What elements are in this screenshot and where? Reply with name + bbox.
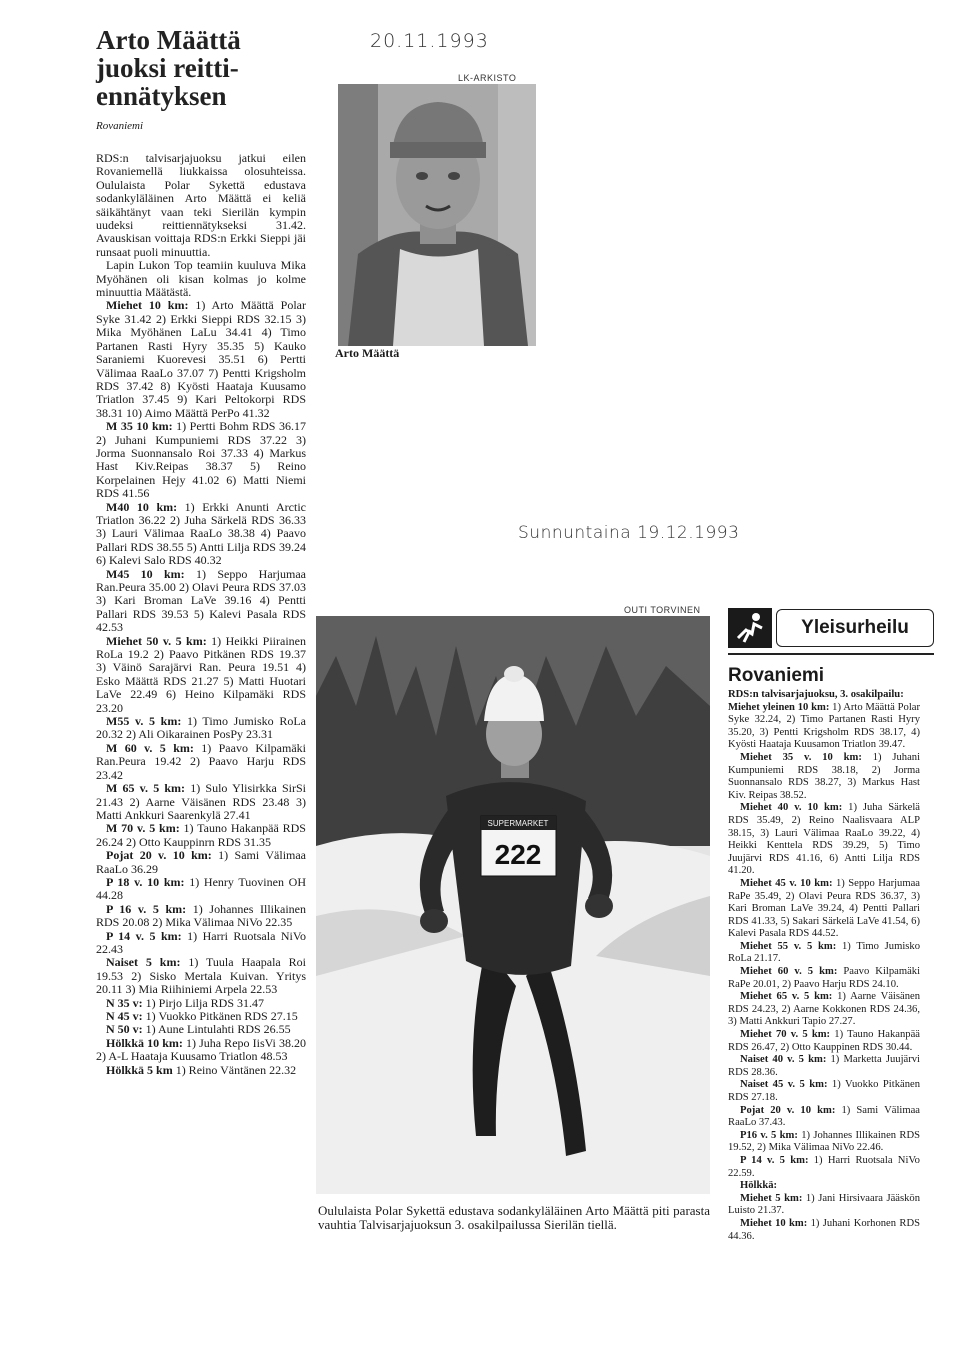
result-paragraph [96, 501, 306, 568]
result-text: 1) Juhani Korhonen RDS 44.36. [728, 1217, 920, 1242]
result-paragraph [728, 1054, 920, 1079]
article-paragraph: Lapin Lukon Top teamiin kuuluva Mika Myöhänen oli kisan kolmas jo kolme minuuttia Määtästä. [96, 258, 306, 300]
result-paragraph [728, 689, 920, 702]
clipping-date-top: 20.11.1993 [370, 30, 489, 52]
result-text: 1) Pertti Bohm RDS 36.17 2) Juhani Kumpuniemi RDS 37.22 3) Jorma Suonnansalo Roi 37.33 4) Markus Hast Kiv.Reipas 38.37 5) Reino Korpelainen Hejy 41.02 6) Matti Niemi RDS 41.56 [96, 419, 306, 501]
article-headline [96, 26, 306, 110]
result-category: N 35 v: [106, 995, 143, 1010]
result-category: Miehet 35 v. 10 km: [740, 751, 862, 763]
result-category: Miehet yleinen 10 km: [728, 701, 830, 713]
result-paragraph [96, 956, 306, 996]
result-paragraph [96, 997, 306, 1010]
article-column [96, 26, 306, 1077]
result-category: Naiset 5 km: [106, 955, 181, 970]
result-paragraph [96, 782, 306, 822]
result-text: 1) Seppo Harjumaa RaPe 35.49, 2) Olavi Peura RDS 36.37, 3) Kari Broman LaVe 39.24, 4) Pentti Pallari RDS 41.33, 5) Sakari Särkelä LaVe 41.54, 6) Kalevi Pasala RDS 44.52. [728, 877, 920, 940]
article-paragraph: RDS:n talvisarjajuoksu jatkui eilen Rovaniemellä liukkaissa olosuhteissa. Oululaista Polar Sykettä edustava sodankyläläinen Arto Määttä ei keliä säikähtänyt vaan teki Sierilän kympin uudeksi reittiennätykseksi 31.42. Avauskisan voittaja RDS:n Erkki Sieppi jäi runsaat puoli minuuttia. [96, 151, 306, 259]
result-category: P 14 v. 5 km: [740, 1154, 809, 1166]
result-category: Hölkkä: [740, 1180, 778, 1192]
result-paragraph [728, 991, 920, 1029]
result-category: Miehet 70 v. 5 km: [740, 1029, 831, 1041]
result-paragraph [728, 966, 920, 991]
result-category: M 60 v. 5 km: [106, 740, 194, 755]
result-paragraph [96, 849, 306, 876]
result-paragraph [728, 1105, 920, 1130]
result-category: M55 v. 5 km: [106, 714, 182, 729]
result-category: Pojat 20 v. 10 km: [740, 1104, 836, 1116]
result-text: 1) Jani Hirsivaara Jääskön Luisto 21.37. [728, 1192, 920, 1217]
result-paragraph [728, 1193, 920, 1218]
result-text: 1) Juha Särkelä RDS 35.49, 2) Reino Naalisvaara ALP 38.15, 3) Lauri Välimaa RaaLo 39.22, 4) Heikki Kenttela RDS 39.29, 5) Timo Juujärvi RDS 41.16, 6) Antti Lilja RDS 41.20. [728, 802, 920, 877]
result-text: 1) Juhani Kumpuniemi RDS 38.18, 2) Jorma Suonnansalo RDS 38.27, 3) Markus Hast Kiv. Reipas 38.52. [728, 751, 921, 801]
result-text: 1) Timo Jumisko RoLa 21.17. [728, 940, 920, 965]
result-text: 1) Marketta Juujärvi RDS 28.36. [728, 1054, 920, 1078]
result-paragraph [96, 1064, 306, 1077]
headline-line-1: Arto Määttä [96, 25, 241, 55]
section-title: Yleisurheilu [776, 609, 934, 647]
result-text: 1) Tuula Haapala Roi 19.53 2) Sisko Mertala Kuivan. Yritys 20.11 3) Mia Riihiniemi Arpela 22.53 [96, 955, 306, 997]
runner-photo-illustration [316, 616, 710, 1194]
result-text: 1) Paavo Kilpamäki Ran.Peura 19.42 2) Paavo Harju RDS 23.42 [96, 740, 306, 782]
result-text: 1) Reino Väntänen 22.32 [172, 1062, 297, 1077]
result-text: 1) Aune Lintulahti RDS 26.55 [142, 1022, 291, 1037]
result-text: 1) Juha Repo IisVi 38.20 2) A-L Haataja Kuusamo Triatlon 48.53 [96, 1035, 306, 1064]
result-category: Miehet 40 v. 10 km: [740, 802, 843, 814]
result-text: 1) Arto Määttä Polar Syke 31.42 2) Erkki Sieppi RDS 32.15 3) Mika Myöhänen LaLu 34.41 4) Timo Partanen Rasti Hyry 35.35 5) Kauko Saraniemi Kuorevesi 35.51 6) Pertti Välimaa RaaLo 37.07 7) Pentti Krigsholm RDS 37.42 8) Kyösti Haataja Kuusamo Triatlon 37.45 9) Kari Peltokorpi RDS 38.31 10) Aimo Määttä PerPo 41.32 [96, 298, 306, 420]
result-paragraph [728, 941, 920, 966]
result-text: 1) Tauno Hakanpää RDS 26.47, 2) Otto Kauppinen RDS 30.44. [728, 1029, 920, 1053]
results-column [728, 689, 920, 1243]
result-category: Hölkkä 10 km: [106, 1035, 183, 1050]
masthead-logo-row [728, 608, 934, 648]
result-paragraph [96, 1023, 306, 1036]
article-byline: Rovaniemi [96, 120, 144, 132]
result-text: 1) Pirjo Lilja RDS 31.47 [142, 995, 265, 1010]
result-paragraph [96, 715, 306, 742]
result-category: Miehet 10 km: [740, 1217, 808, 1229]
portrait-photo-illustration [338, 84, 536, 346]
result-category: N 45 v: [106, 1009, 143, 1023]
result-text: 1) Sulo Ylisirkka SirSi 21.43 2) Aarne Väisänen RDS 23.48 3) Matti Ankkuri Saarenkylä 27.41 [96, 781, 306, 822]
runner-caption: Oululaista Polar Sykettä edustava sodankyläläinen Arto Määttä piti parasta vauhtia Talvisarjajuoksun 3. osakilpailussa Sierilän tiellä. [318, 1203, 710, 1232]
result-paragraph [728, 1130, 920, 1155]
result-category: Miehet 50 v. 5 km: [106, 633, 207, 648]
result-category: M 35 10 km: [106, 419, 173, 434]
result-category: Pojat 20 v. 10 km: [106, 848, 212, 863]
bib-banner-text: SUPERMARKET [487, 819, 549, 828]
runner-photo [316, 616, 710, 1194]
result-paragraph [96, 903, 306, 930]
result-paragraph [96, 1037, 306, 1064]
result-category: M40 10 km: [106, 499, 178, 514]
runner-logo-svg [728, 608, 772, 648]
photo-credit-outi-torvinen: OUTI TORVINEN [624, 605, 701, 615]
result-category: M 65 v. 5 km: [106, 781, 186, 796]
result-text: 1) Erkki Anunti Arctic Triatlon 36.22 2) Juha Särkelä RDS 36.33 3) Lauri Välimaa RaaLo 38.38 4) Paavo Pallari RDS 38.55 5) Antti Lilja RDS 39.24 6) Kalevi Salo RDS 40.32 [96, 499, 306, 568]
result-text: Paavo Kilpamäki RaPe 20.01, 2) Paavo Harju RDS 24.10. [728, 966, 921, 990]
result-category: Miehet 45 v. 10 km: [740, 877, 833, 889]
runner-logo-icon [728, 608, 772, 648]
result-category: P16 v. 5 km: [740, 1129, 798, 1141]
result-text: 1) Timo Jumisko RoLa 20.32 2) Ali Oikarainen PosPy 23.31 [96, 714, 306, 742]
result-paragraph [96, 876, 306, 903]
result-paragraph [728, 802, 920, 878]
result-category: N 50 v: [106, 1022, 143, 1037]
result-text: 1) Seppo Harjumaa Ran.Peura 35.00 2) Olavi Peura RDS 37.03 3) Kari Broman LaVe 39.16 4) Pentti Pallari RDS 39.53 5) Kalevi Pasala RDS 42.53 [96, 566, 306, 635]
section-masthead [728, 608, 934, 687]
result-text: 1) Vuokko Pitkänen RDS 27.18. [728, 1079, 920, 1103]
article-body [96, 152, 306, 1077]
result-paragraph [728, 878, 920, 941]
result-text: 1) Johannes Illikainen RDS 20.08 2) Mika Välimaa NiVo 22.35 [96, 901, 306, 930]
result-category: RDS:n talvisarjajuoksu, 3. osakilpailu: [728, 689, 904, 700]
result-text: 1) Heikki Piirainen RoLa 19.2 2) Paavo Pitkänen RDS 19.37 3) Väinö Sarajärvi Ran. Peura 19.51 4) Esko Määttä RDS 21.27 5) Matti Huotari LaVe 22.49 6) Heino Kilpamäki RDS 23.20 [96, 633, 306, 715]
result-paragraph [96, 742, 306, 782]
bib-number: 222 [494, 839, 542, 870]
result-category: Miehet 60 v. 5 km: [740, 966, 838, 978]
result-paragraph [96, 299, 306, 420]
portrait-caption: Arto Määttä [335, 346, 400, 360]
result-category: Miehet 55 v. 5 km: [740, 940, 837, 952]
photo-credit-lk-arkisto: LK-ARKISTO [458, 73, 517, 83]
result-paragraph [96, 635, 306, 715]
result-paragraph [728, 1155, 920, 1180]
result-text: 1) Sami Välimaa RaaLo 37.43. [728, 1104, 920, 1129]
result-paragraph [728, 702, 920, 752]
result-category: Hölkkä 5 km [106, 1062, 173, 1077]
result-category: Naiset 45 v. 5 km: [740, 1079, 828, 1091]
result-paragraph [728, 1079, 920, 1104]
result-text: 1) Vuokko Pitkänen RDS 27.15 [142, 1009, 298, 1023]
masthead-rule [728, 653, 934, 655]
result-text: 1) Johannes Illikainen RDS 19.52, 2) Mika Välimaa NiVo 22.46. [728, 1129, 920, 1154]
headline-line-2: juoksi reitti- [96, 53, 239, 83]
result-category: P 16 v. 5 km: [106, 901, 187, 916]
result-category: P 18 v. 10 km: [106, 874, 185, 889]
result-category: M 70 v. 5 km: [106, 821, 180, 836]
result-paragraph [96, 822, 306, 849]
result-paragraph [96, 930, 306, 957]
result-paragraph [96, 420, 306, 500]
result-category: P 14 v. 5 km: [106, 928, 182, 943]
result-text: 1) Harri Ruotsala NiVo 22.59. [728, 1154, 920, 1179]
result-category: Miehet 10 km: [106, 298, 189, 313]
result-category: Naiset 40 v. 5 km: [740, 1054, 827, 1066]
result-category: Miehet 5 km: [740, 1192, 803, 1204]
result-paragraph [96, 1010, 306, 1023]
section-city: Rovaniemi [728, 665, 825, 686]
result-paragraph [728, 1180, 920, 1193]
result-category: M45 10 km: [106, 566, 185, 581]
result-paragraph [96, 568, 306, 635]
headline-line-3: ennätyksen [96, 81, 227, 111]
result-text: 1) Tauno Hakanpää RDS 26.24 2) Otto Kauppinrn RDS 31.35 [96, 821, 306, 849]
result-text: 1) Arto Määttä Polar Syke 32.24, 2) Timo Partanen Rasti Hyry 35.20, 3) Pentti Krigsholm RDS 38.17, 4) Kyösti Haataja Kuusamon Triatlon 39.47. [728, 701, 920, 751]
portrait-photo [338, 84, 536, 346]
result-text: 1) Henry Tuovinen OH 44.28 [96, 874, 306, 903]
result-text: 1) Aarne Väisänen RDS 24.23, 2) Aarne Kokkonen RDS 24.36, 3) Matti Ankkuri Tapio 27.27. [728, 991, 920, 1028]
result-paragraph [728, 1218, 920, 1243]
result-text: 1) Sami Välimaa RaaLo 36.29 [96, 848, 307, 876]
result-text: 1) Harri Ruotsala NiVo 22.43 [96, 928, 306, 956]
result-paragraph [728, 1029, 920, 1054]
result-category: Miehet 65 v. 5 km: [740, 991, 833, 1003]
result-paragraph [728, 752, 920, 802]
clipping-date-second: Sunnuntaina 19.12.1993 [518, 523, 740, 543]
